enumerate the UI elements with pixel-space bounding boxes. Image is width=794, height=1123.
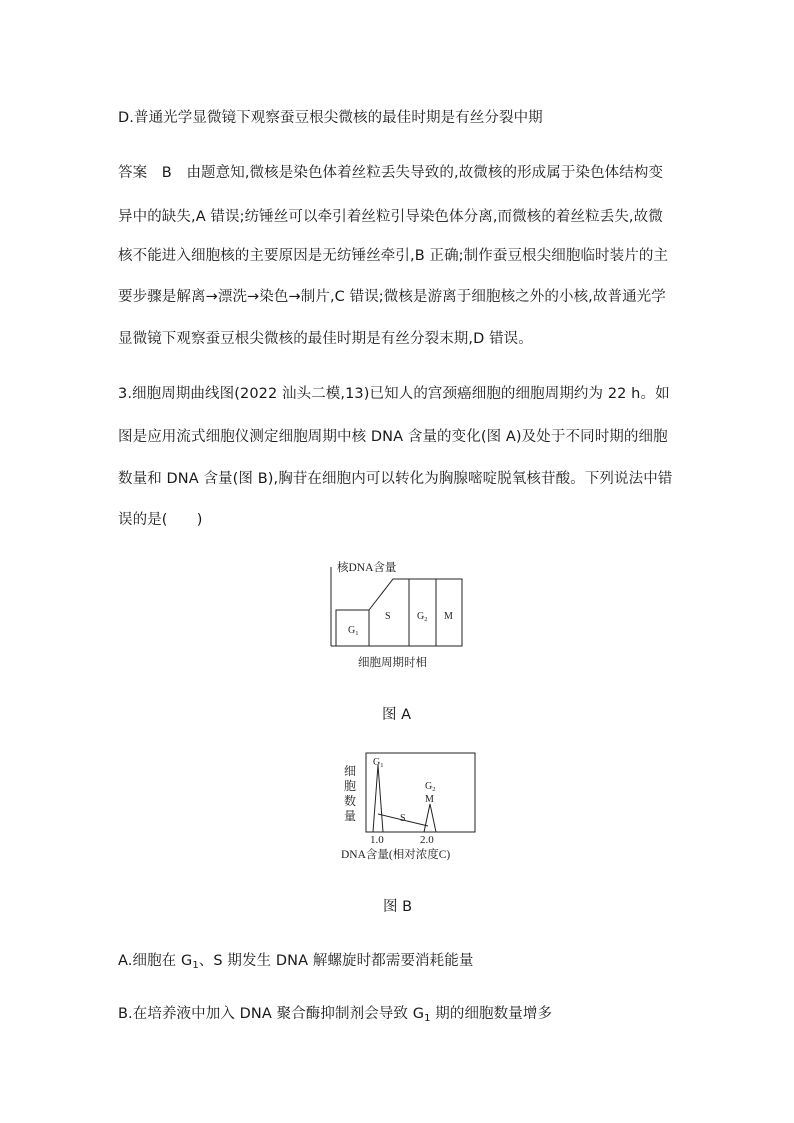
figure-a-g2-label: G: [417, 611, 425, 622]
svg-text:G2: [417, 611, 427, 623]
figure-b: [330, 745, 490, 870]
figure-a-ylabel: 核DNA含量: [337, 562, 397, 574]
figure-a-g2-sub: 2: [424, 616, 428, 623]
figure-b-ylabel-1: 细: [344, 764, 357, 778]
figure-a-g1-label: G: [348, 625, 356, 636]
figure-b-g1-peak: [373, 765, 383, 832]
option-d-text: D.普通光学显微镜下观察蚕豆根尖微核的最佳时期是有丝分裂中期: [118, 110, 543, 126]
question-line-2: 图是应用流式细胞仪测定细胞周期中核 DNA 含量的变化(图 A)及处于不同时期的细胞: [118, 429, 668, 445]
figure-b-m-label: M: [425, 794, 434, 805]
figure-a-xlabel: 细胞周期时相: [358, 657, 427, 669]
svg-text:G1: [348, 625, 358, 637]
figure-b-ylabel-4: 量: [344, 809, 357, 823]
question-line-3: 数量和 DNA 含量(图 B),胸苷在细胞内可以转化为胸腺嘧啶脱氧核苷酸。下列说法中错: [118, 471, 673, 487]
figure-b-g2-label: G: [425, 781, 433, 792]
figure-b-ylabel-2: 胞: [344, 779, 357, 793]
figure-b-caption: 图 B: [383, 899, 413, 915]
figure-b-g2-sub: 2: [432, 786, 436, 793]
figure-a-g1-sub: 1: [355, 630, 359, 637]
option-a-text: A.细胞在 $G_1$、S 期发生 DNA 解螺旋时都需要消耗能量: [118, 953, 474, 971]
figure-b-ylabel-3: 数: [344, 794, 357, 808]
figure-b-xlabel: DNA含量(相对浓度C): [341, 849, 451, 861]
figure-a-caption: 图 A: [382, 707, 412, 723]
svg-text:G1: [373, 757, 383, 769]
figure-b-g1-label: G: [373, 757, 381, 768]
figure-b-tick-2: 2.0: [420, 834, 434, 846]
figure-a-s-label: S: [385, 611, 391, 622]
answer-line-4: 要步骤是解离→漂洗→染色→制片,C 错误;微核是游离于细胞核之外的小核,故普通光学: [118, 289, 666, 305]
answer-line-2: 异中的缺失,A 错误;纺锤丝可以牵引着丝粒引导染色体分离,而微核的着丝粒丢失,故微: [118, 209, 663, 225]
question-line-1: 3.细胞周期曲线图(2022 汕头二模,13)已知人的宫颈癌细胞的细胞周期约为 22 h。如: [118, 386, 670, 402]
figure-b-s-label: S: [400, 813, 406, 824]
figure-b-g2-peak: [424, 804, 436, 832]
answer-line-1: 答案 B 由题意知,微核是染色体着丝粒丢失导致的,故微核的形成属于染色体结构变: [118, 165, 664, 181]
answer-line-5: 显微镜下观察蚕豆根尖微核的最佳时期是有丝分裂末期,D 错误。: [118, 331, 533, 347]
figure-a-m-label: M: [444, 611, 453, 622]
figure-a: [320, 555, 480, 675]
option-b-text: B.在培养液中加入 DNA 聚合酶抑制剂会导致 $G_1$ 期的细胞数量增多: [118, 1006, 553, 1024]
figure-b-g1-sub: 1: [380, 762, 384, 769]
answer-line-3: 核不能进入细胞核的主要原因是无纺锤丝牵引,B 正确;制作蚕豆根尖细胞临时装片的主: [118, 248, 669, 264]
figure-b-tick-1: 1.0: [370, 834, 384, 846]
svg-text:G2: [425, 781, 435, 793]
question-line-4: 误的是( ): [118, 512, 203, 528]
